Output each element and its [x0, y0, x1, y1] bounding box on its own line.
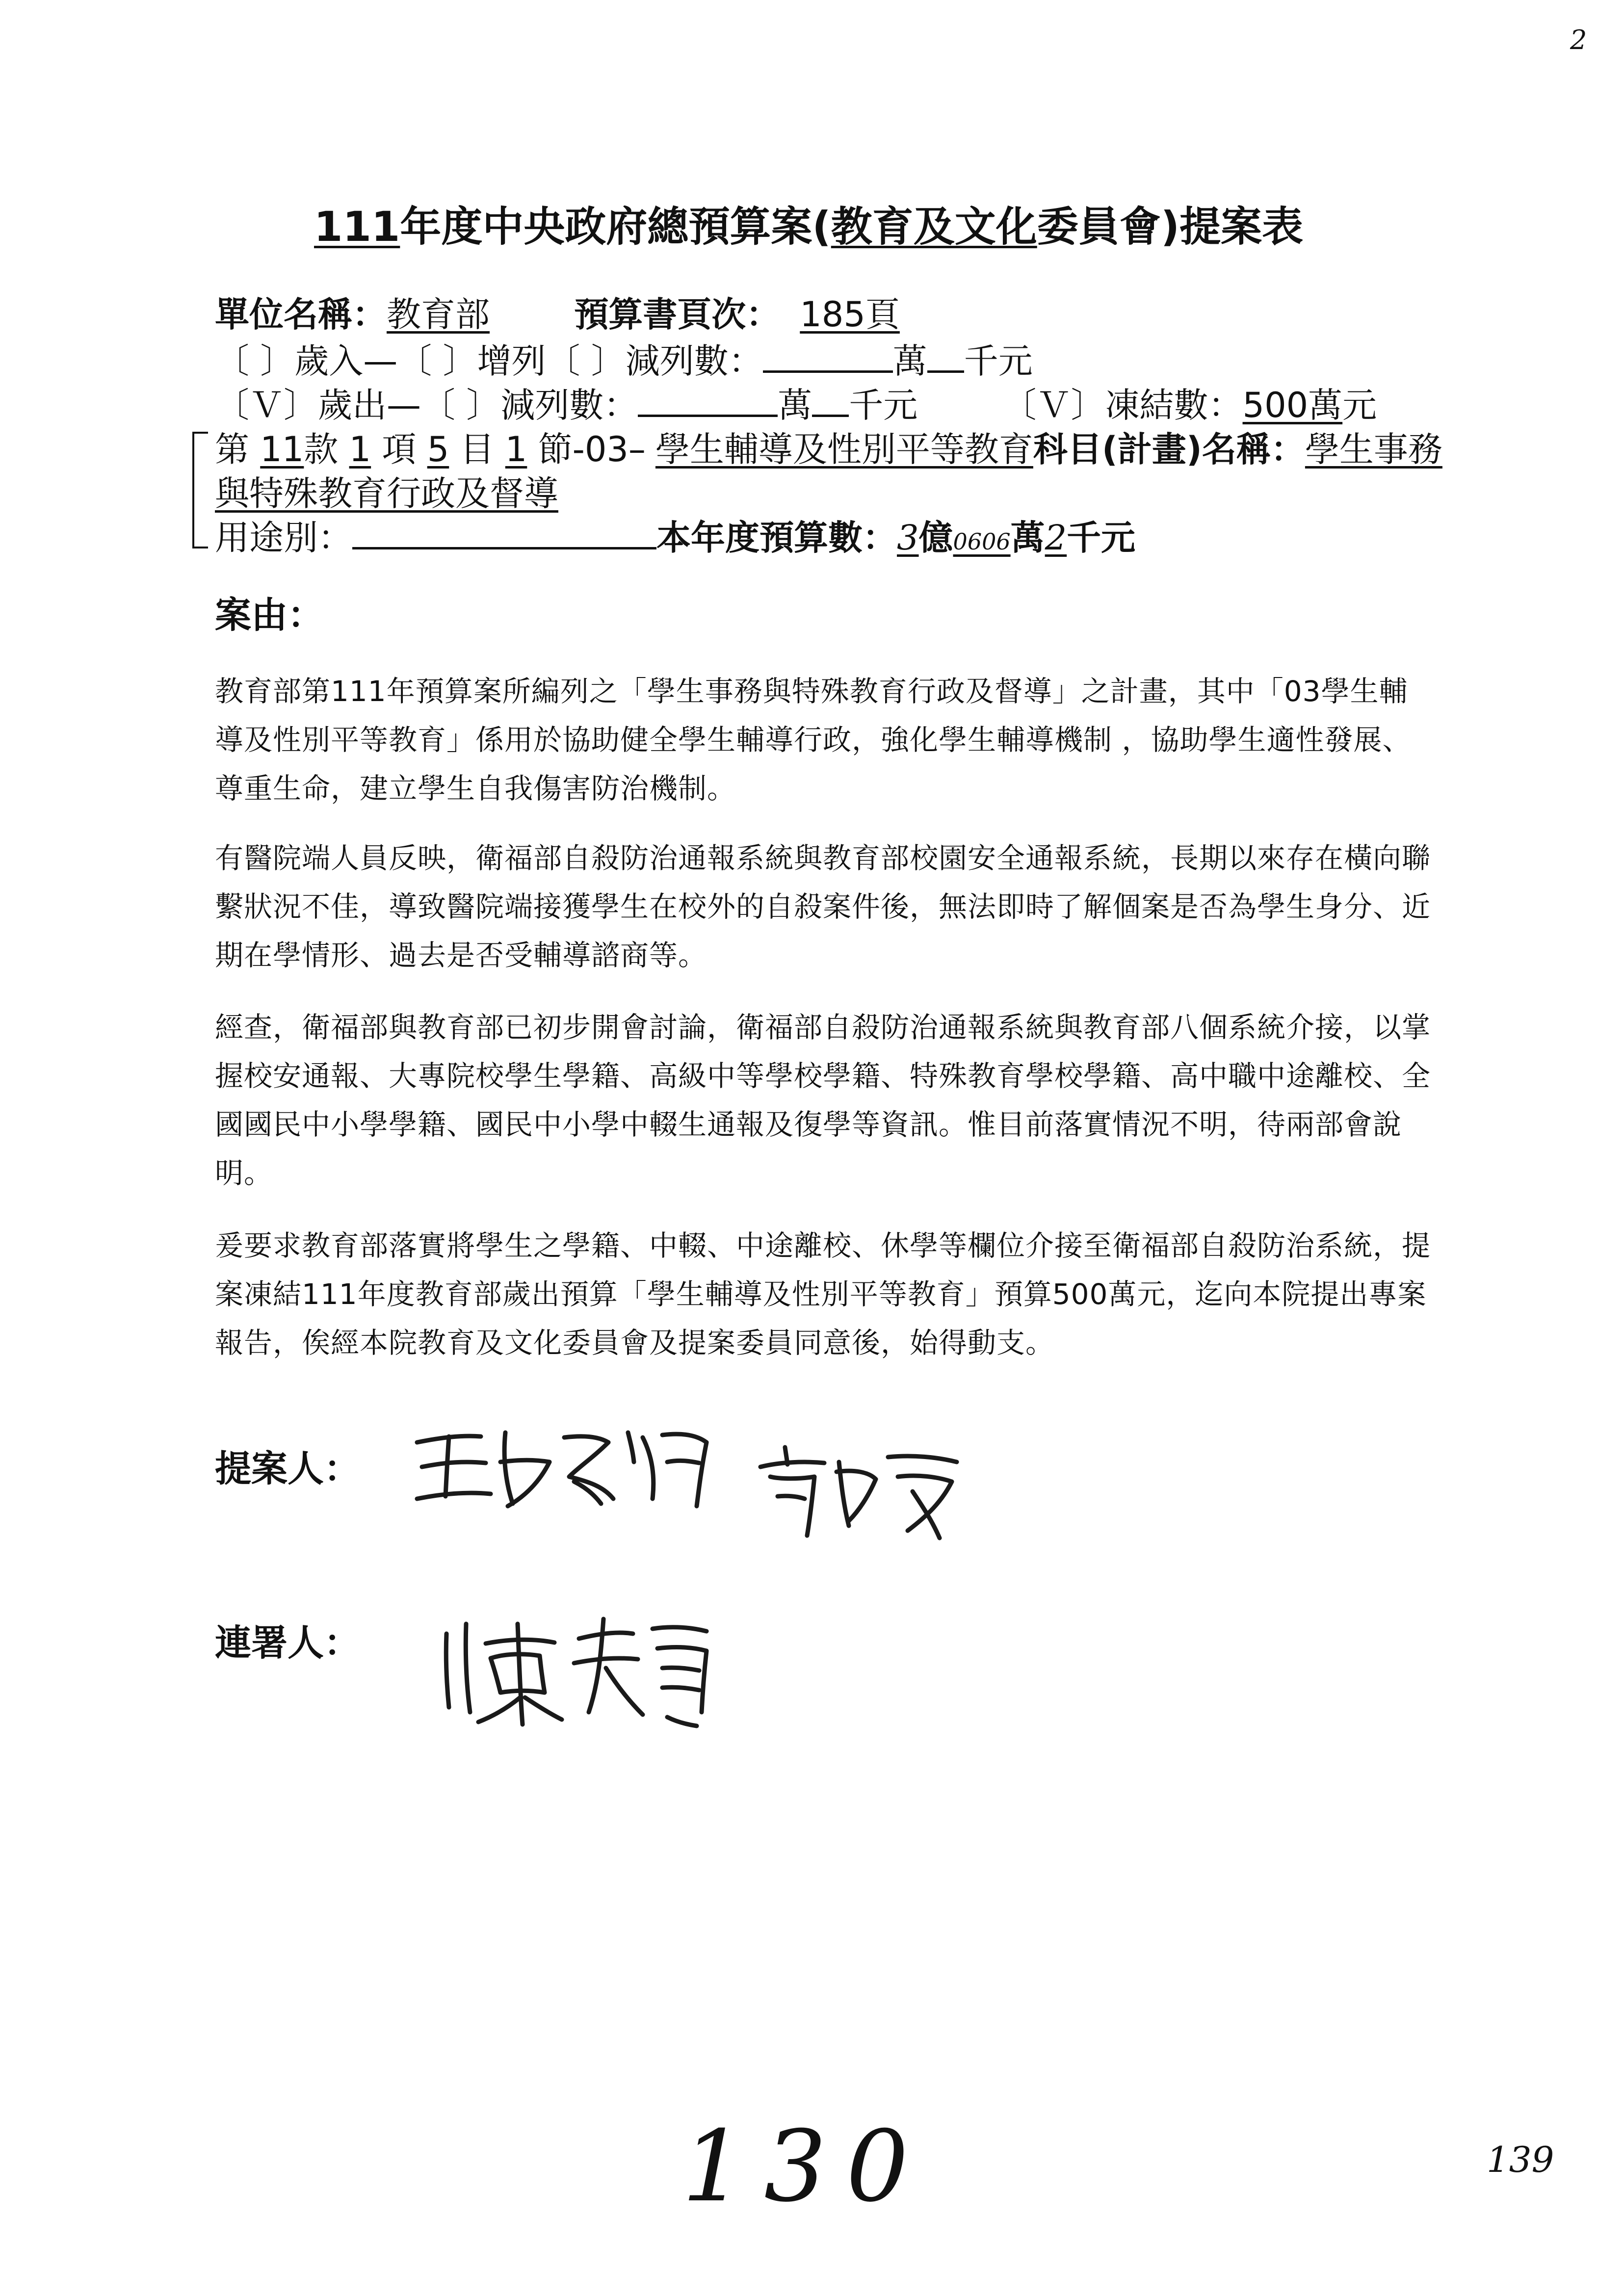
paragraph-1: 教育部第111年預算案所編列之「學生事務與特殊教育行政及督導」之計畫，其中「03學生輔導及性別平等教育」係用於協助健全學生輔導行政，強化學生輔導機制 ，協助學生適性發展、尊重生命，建立學生自我傷害防治機制。 — [215, 675, 1412, 805]
item-program: 學生輔導及性別平等教育 — [655, 429, 1033, 470]
freeze-value: 500萬 — [1242, 385, 1343, 425]
revenue-qian-blank — [927, 367, 964, 373]
page-corner-mark: 2 — [1570, 25, 1587, 55]
cosigner-signature — [432, 1604, 726, 1732]
page-title — [314, 194, 1303, 253]
freeze-unit: 元 — [1342, 385, 1377, 425]
usage-label: 用途別： — [215, 518, 352, 558]
budget-page-label: 預算書頁次： — [574, 294, 781, 335]
expenditure-text: 〔Ｖ〕歲出—〔 〕減列數： — [215, 385, 638, 425]
item-di: 第 — [215, 429, 249, 470]
item-xiang: 項 — [382, 429, 417, 470]
item-kuan: 款 — [304, 429, 339, 470]
paragraph-4: 爰要求教育部落實將學生之學籍、中輟、中途離校、休學等欄位介接至衛福部自殺防治系統，提案凍結111年度教育部歲出預算「學生輔導及性別平等教育」預算500萬元，迄向本院提出專案報告，俟經本院教育及文化委員會及提案委員同意後，始得動支。 — [215, 1229, 1431, 1359]
usage-line — [215, 510, 1135, 560]
proposer-signature-1 — [407, 1413, 721, 1521]
item-bracket — [192, 432, 208, 548]
budget-hw-qian: 2 — [1045, 518, 1067, 558]
item-mu: 目 — [460, 429, 495, 470]
usage-blank — [352, 544, 656, 549]
proposer-signature-2 — [751, 1433, 967, 1545]
budget-hw-yi: 3 — [897, 518, 919, 558]
unit-label: 單位名稱： — [215, 294, 387, 335]
title-year: 111 — [314, 203, 400, 251]
budget-hw-wan: 0606 — [953, 528, 1011, 555]
revenue-line — [215, 334, 1033, 383]
budget-page-value: 185頁 — [800, 294, 900, 335]
handwritten-page-number: 130 — [682, 2110, 928, 2224]
item-jie: 節-03– — [538, 429, 646, 470]
item-line — [215, 422, 1442, 471]
item-subject-part1: 學生事務 — [1305, 429, 1442, 470]
reason-heading: 案由： — [215, 594, 324, 636]
expenditure-qian: 千元 — [849, 385, 918, 425]
unit-value: 教育部 — [387, 294, 490, 335]
proposer-label: 提案人： — [215, 1448, 360, 1490]
item-xiang-no: 1 — [349, 429, 371, 470]
expenditure-wan-blank — [638, 412, 778, 417]
item-kuan-no: 11 — [260, 429, 304, 470]
title-part1: 年度中央政府總預算案( — [400, 203, 831, 251]
expenditure-wan: 萬 — [778, 385, 812, 425]
paragraph-2: 有醫院端人員反映，衛福部自殺防治通報系統與教育部校園安全通報系統，長期以來存在橫向聯繫狀況不佳，導致醫院端接獲學生在校外的自殺案件後，無法即時了解個案是否為學生身分、近期在學情形、過去是否受輔導諮商等。 — [215, 841, 1431, 972]
paragraph-3: 經查，衛福部與教育部已初步開會討論，衛福部自殺防治通報系統與教育部八個系統介接，以掌握校安通報、大專院校學生學籍、高級中等學校學籍、特殊教育學校學籍、高中職中途離校、全國國民中小學學籍、國民中小學中輟生通報及復學等資訊。惟目前落實情況不明，待兩部會說明。 — [215, 1011, 1431, 1190]
expenditure-qian-blank — [812, 412, 849, 417]
item-line-2 — [215, 466, 558, 516]
cosigner-label: 連署人： — [215, 1622, 360, 1664]
item-jie-no: 1 — [505, 429, 527, 470]
item-subject-part2: 與特殊教育行政及督導 — [215, 473, 558, 514]
budget-qian: 千元 — [1067, 518, 1136, 558]
revenue-wan: 萬 — [892, 341, 927, 381]
unit-line — [215, 287, 900, 337]
revenue-qian: 千元 — [964, 341, 1033, 381]
budget-wan: 萬 — [1010, 518, 1045, 558]
corner-page-number: 139 — [1487, 2139, 1554, 2180]
revenue-wan-blank — [763, 367, 893, 373]
item-mu-no: 5 — [427, 429, 449, 470]
expenditure-line — [215, 378, 1377, 427]
revenue-text: 〔 〕歲入—〔 〕增列〔 〕減列數： — [215, 341, 763, 381]
item-subject-label: 科目(計畫)名稱： — [1033, 429, 1305, 470]
freeze-label: 〔Ｖ〕凍結數： — [1002, 385, 1243, 425]
budget-yi: 億 — [918, 518, 953, 558]
title-committee: 教育及文化 — [831, 203, 1037, 251]
current-budget-label: 本年度預算數： — [656, 518, 897, 558]
title-part2: 委員會)提案表 — [1037, 203, 1304, 251]
